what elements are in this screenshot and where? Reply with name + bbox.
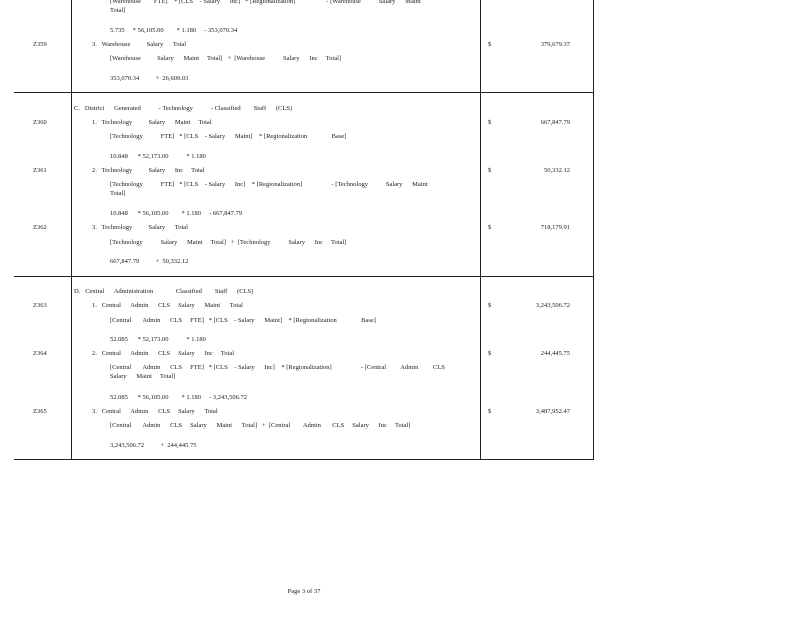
formula-line: [Technology FTE] * [CLS - Salary Maint] * [Regionalization Base]	[110, 133, 347, 140]
calculation-line: 353,070.34 + 26,609.03	[110, 75, 189, 82]
formula-line: [Warehouse FTE] * [CLS - Salary Inc] * [Regionalization] - [Warehouse Salary Maint	[110, 0, 421, 5]
dollar-sign: $	[488, 224, 492, 231]
row-title: 3. Central Admin CLS Salary Total	[92, 408, 218, 415]
column-divider	[593, 0, 594, 460]
row-title: 3. Technology Salary Total	[92, 224, 188, 231]
calculation-line: 52.085 * 56,105.00 * 1.180 - 3,243,506.72	[110, 394, 248, 401]
calculation-line: 10.848 * 52,173.00 * 1.180	[110, 153, 206, 160]
row-code: Z362	[33, 224, 47, 231]
row-code: Z359	[33, 41, 47, 48]
formula-line: [Warehouse Salary Maint Total] + [Warehouse Salary Inc Total]	[110, 55, 342, 62]
amount-value: 718,179.91	[540, 224, 570, 231]
formula-line: Total]	[110, 190, 126, 197]
row-title: 2. Technology Salary Inc Total	[92, 167, 205, 174]
page-number: Page 3 of 37	[287, 588, 321, 595]
calculation-line: 3,243,506.72 + 244,445.75	[110, 442, 197, 449]
row-title: 1. Central Admin CLS Salary Maint Total	[92, 302, 243, 309]
dollar-sign: $	[488, 408, 492, 415]
amount-value: 3,243,506.72	[535, 302, 570, 309]
row-title: 1. Technology Salary Maint Total	[92, 119, 212, 126]
row-divider	[14, 276, 594, 277]
amount-value: 379,679.37	[540, 41, 570, 48]
amount-value: 3,487,952.47	[535, 408, 570, 415]
dollar-sign: $	[488, 350, 492, 357]
column-divider	[71, 0, 72, 460]
amount-value: 50,332.12	[544, 167, 570, 174]
row-title: 3. Warehouse Salary Total	[92, 41, 187, 48]
row-title: 2. Central Admin CLS Salary Inc Total	[92, 350, 235, 357]
calculation-line: 667,847.79 + 50,332.12	[110, 258, 189, 265]
calculation-line: 52.085 * 52,173.00 * 1.180	[110, 336, 206, 343]
calculation-line: 10.848 * 56,105.00 * 1.180 - 667,847.79	[110, 210, 243, 217]
formula-line: Salary Maint Total]	[110, 373, 176, 380]
formula-line: [Technology Salary Maint Total] + [Technology Salary Inc Total]	[110, 239, 347, 246]
row-code: Z364	[33, 350, 47, 357]
dollar-sign: $	[488, 41, 492, 48]
amount-value: 244,445.75	[540, 350, 570, 357]
section-heading: D. Central Administration Classified Staff (CLS)	[74, 288, 254, 295]
row-code: Z365	[33, 408, 47, 415]
formula-line: [Central Admin CLS FTE] * [CLS - Salary Inc] * [Regionalization] - [Central Admin CLS	[110, 364, 445, 371]
calculation-line: 5.735 * 56,105.00 * 1.180 - 353,070.34	[110, 27, 238, 34]
formula-line: Total]	[110, 7, 126, 14]
row-code: Z361	[33, 167, 47, 174]
dollar-sign: $	[488, 302, 492, 309]
column-divider	[480, 0, 481, 460]
row-code: Z363	[33, 302, 47, 309]
formula-line: [Central Admin CLS Salary Maint Total] + [Central Admin CLS Salary Inc Total]	[110, 422, 411, 429]
row-code: Z360	[33, 119, 47, 126]
dollar-sign: $	[488, 119, 492, 126]
formula-line: [Technology FTE] * [CLS - Salary Inc] * [Regionalization] - [Technology Salary Maint	[110, 181, 428, 188]
dollar-sign: $	[488, 167, 492, 174]
formula-line: [Central Admin CLS FTE] * [CLS - Salary Maint] * [Regionalization Base]	[110, 317, 376, 324]
section-heading: C. District Generated - Technology - Classified Staff (CLS)	[74, 105, 293, 112]
amount-value: 667,847.79	[540, 119, 570, 126]
row-divider	[14, 92, 594, 93]
row-divider	[14, 459, 594, 460]
